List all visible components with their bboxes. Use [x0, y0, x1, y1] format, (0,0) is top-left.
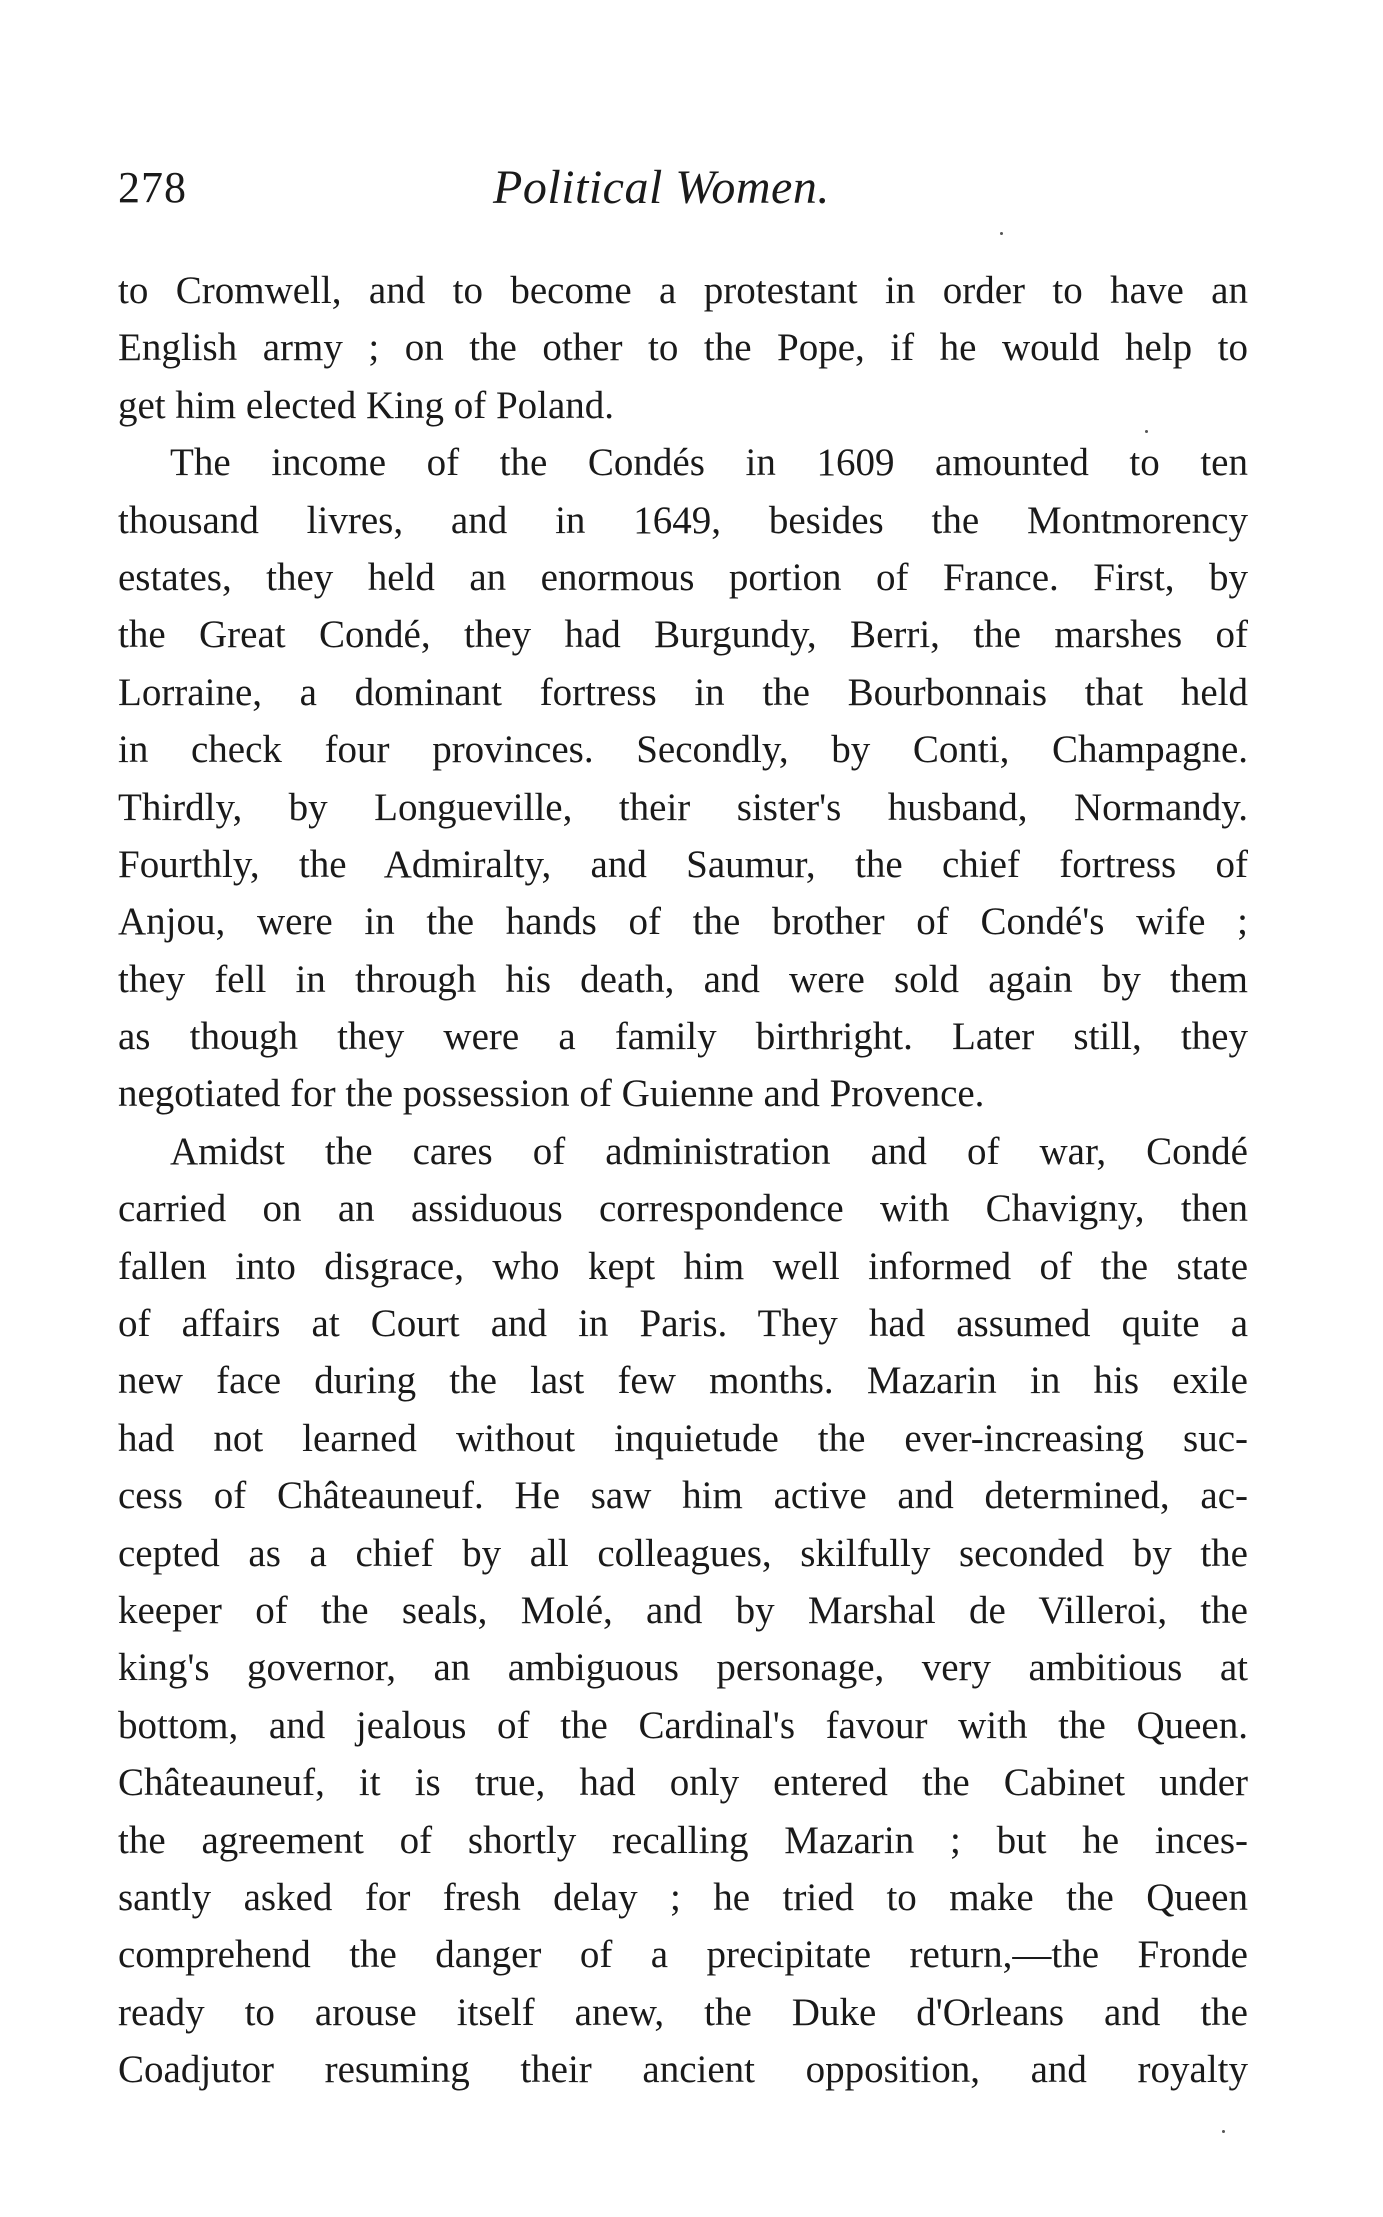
- text-line: carried on an assiduous correspondence with Chavigny, then: [118, 1187, 1248, 1231]
- paper-speck: [1000, 232, 1003, 235]
- text-line: of affairs at Court and in Paris. They had assumed quite a: [118, 1302, 1248, 1346]
- text-line: king's governor, an ambiguous personage, very ambitious at: [118, 1646, 1248, 1690]
- text-line: to Cromwell, and to become a protestant in order to have an: [118, 269, 1248, 312]
- page-header: [118, 158, 1248, 228]
- text-line: the agreement of shortly recalling Mazarin ; but he inces-: [118, 1818, 1248, 1862]
- text-line: Amidst the cares of administration and of war, Condé: [170, 1129, 1248, 1173]
- text-line: The income of the Condés in 1609 amounted to ten: [170, 441, 1248, 485]
- text-line: bottom, and jealous of the Cardinal's favour with the Queen.: [118, 1703, 1248, 1747]
- text-line: as though they were a family birthright. Later still, they: [118, 1015, 1248, 1059]
- text-line: thousand livres, and in 1649, besides the Montmorency: [118, 498, 1248, 542]
- text-line: Thirdly, by Longueville, their sister's husband, Normandy.: [118, 785, 1248, 829]
- paper-speck: [1222, 2130, 1225, 2133]
- text-line: santly asked for fresh delay ; he tried to make the Queen: [118, 1875, 1248, 1919]
- text-line: they fell in through his death, and were sold again by them: [118, 957, 1248, 1001]
- text-line: ready to arouse itself anew, the Duke d'Orleans and the: [118, 1990, 1248, 2034]
- text-line: Anjou, were in the hands of the brother of Condé's wife ;: [118, 900, 1248, 944]
- text-line: new face during the last few months. Mazarin in his exile: [118, 1359, 1248, 1403]
- page-number: 278: [118, 163, 187, 212]
- text-line: the Great Condé, they had Burgundy, Berri, the marshes of: [118, 613, 1248, 657]
- text-line: cepted as a chief by all colleagues, skilfully seconded by the: [118, 1531, 1248, 1575]
- text-line: negotiated for the possession of Guienne and Provence.: [118, 1072, 985, 1116]
- text-line: fallen into disgrace, who kept him well informed of the state: [118, 1244, 1248, 1288]
- text-line: Châteauneuf, it is true, had only entered the Cabinet under: [118, 1761, 1248, 1805]
- text-line: comprehend the danger of a precipitate return,—the Fronde: [118, 1933, 1248, 1977]
- text-line: had not learned without inquietude the ever-increasing suc-: [118, 1416, 1248, 1460]
- text-line: keeper of the seals, Molé, and by Marshal de Villeroi, the: [118, 1588, 1248, 1632]
- text-line: English army ; on the other to the Pope, if he would help to: [118, 326, 1248, 370]
- text-line: get him elected King of Poland.: [118, 383, 615, 427]
- text-line: Coadjutor resuming their ancient opposition, and royalty: [118, 2048, 1248, 2092]
- text-line: Lorraine, a dominant fortress in the Bourbonnais that held: [118, 670, 1248, 714]
- text-line: estates, they held an enormous portion of France. First, by: [118, 555, 1248, 599]
- text-line: in check four provinces. Secondly, by Conti, Champagne.: [118, 728, 1248, 772]
- paper-speck: [1145, 430, 1148, 433]
- body-text: [118, 262, 1248, 2099]
- text-line: cess of Châteauneuf. He saw him active and determined, ac-: [118, 1474, 1248, 1518]
- running-title: Political Women.: [493, 161, 830, 214]
- text-line: Fourthly, the Admiralty, and Saumur, the chief fortress of: [118, 842, 1248, 886]
